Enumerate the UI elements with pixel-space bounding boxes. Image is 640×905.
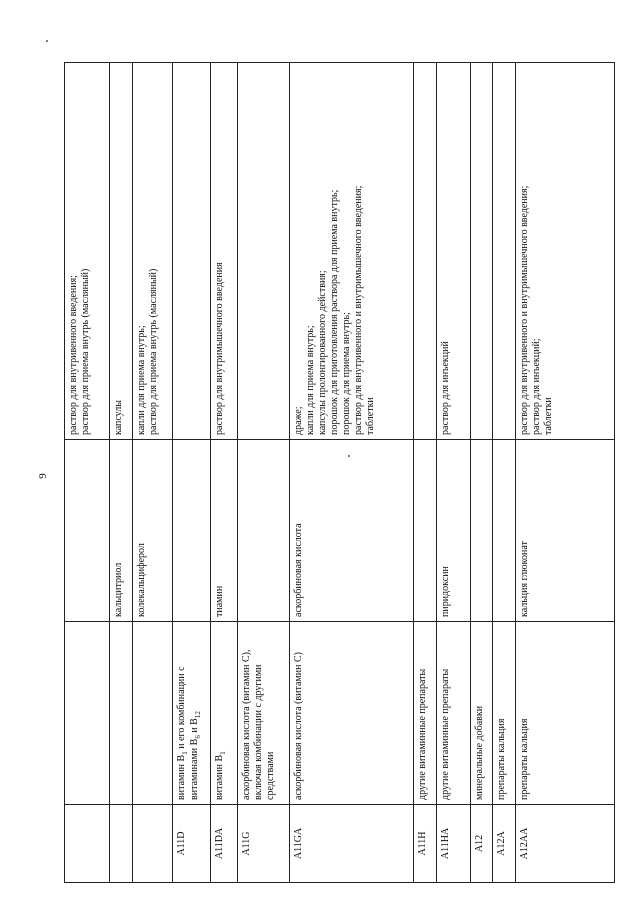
- dosage-forms-cell: [65, 63, 110, 440]
- drug-name-cell: [238, 440, 290, 622]
- group-name-cell: аскорбиновая кислота (витамин С): [290, 622, 414, 805]
- atc-code-cell: A12A: [493, 805, 516, 883]
- table-row: [516, 63, 615, 883]
- dosage-form: порошок для приема внутрь;: [341, 312, 352, 435]
- atc-code-cell: A11H: [414, 805, 437, 883]
- atc-code-cell: A11G: [238, 805, 290, 883]
- group-name-cell: [65, 622, 110, 805]
- drug-name-cell: [471, 440, 493, 622]
- dosage-form: порошок для приготовления раствора для приема внутрь;: [329, 189, 340, 435]
- group-name-cell: препараты кальция: [516, 622, 615, 805]
- atc-code-cell: [133, 805, 173, 883]
- drug-name-cell: кальцитриол: [110, 440, 133, 622]
- dosage-forms-cell: [211, 63, 238, 440]
- table-row: [471, 63, 493, 883]
- dosage-form: таблетки: [543, 397, 554, 435]
- dosage-forms-cell: [516, 63, 615, 440]
- table-row: [493, 63, 516, 883]
- dosage-forms-cell: [471, 63, 493, 440]
- atc-code-cell: A12: [471, 805, 493, 883]
- drug-name-cell: пиридоксин: [437, 440, 471, 622]
- dosage-form: капли для приема внутрь;: [305, 325, 316, 435]
- atc-code-cell: [65, 805, 110, 883]
- dosage-form: капсулы: [113, 400, 124, 435]
- table-row: [133, 63, 173, 883]
- atc-code-cell: A11GA: [290, 805, 414, 883]
- table-row: [414, 63, 437, 883]
- dosage-form: раствор для внутривенного введения;: [68, 275, 79, 435]
- dosage-form: раствор для внутримышечного введения: [214, 262, 225, 435]
- dosage-forms-cell: [238, 63, 290, 440]
- drug-name-cell: [65, 440, 110, 622]
- group-name-cell: витамин $B_1$ и его комбинации с витаминами $B_6$ и $B_{12}$: [173, 622, 211, 805]
- atc-code-cell: A11DA: [211, 805, 238, 883]
- dosage-forms-cell: [414, 63, 437, 440]
- table-row: [65, 63, 110, 883]
- drug-name-cell: [173, 440, 211, 622]
- dosage-forms-cell: [290, 63, 414, 440]
- drug-table: [64, 62, 615, 883]
- table-row: [238, 63, 290, 883]
- group-name-cell: витамин $B_1$: [211, 622, 238, 805]
- group-name-cell: [133, 622, 173, 805]
- dosage-form: раствор для приема внутрь (масляный): [80, 268, 91, 435]
- dosage-form: раствор для инъекций;: [531, 338, 542, 435]
- group-name-cell: другие витаминные препараты: [414, 622, 437, 805]
- table-row: [211, 63, 238, 883]
- dosage-form: драже;: [293, 406, 304, 435]
- dosage-forms-cell: [133, 63, 173, 440]
- atc-code-cell: A11D: [173, 805, 211, 883]
- table-row: [110, 63, 133, 883]
- dosage-form: раствор для приема внутрь (масляный): [148, 268, 159, 435]
- rotated-page-content: [64, 63, 614, 883]
- dosage-forms-cell: [437, 63, 471, 440]
- drug-name-cell: аскорбиновая кислота: [290, 440, 414, 622]
- table-row: [173, 63, 211, 883]
- dosage-forms-cell: [110, 63, 133, 440]
- atc-code-cell: A11HA: [437, 805, 471, 883]
- drug-name-cell: кальция глюконат: [516, 440, 615, 622]
- group-name-cell: препараты кальция: [493, 622, 516, 805]
- group-name-cell: другие витаминные препараты: [437, 622, 471, 805]
- page-number: 9: [36, 473, 49, 479]
- dosage-forms-cell: [493, 63, 516, 440]
- table-row: [290, 63, 414, 883]
- group-name-cell: минеральные добавки: [471, 622, 493, 805]
- speck: [46, 40, 48, 42]
- dosage-forms-cell: [173, 63, 211, 440]
- drug-name-cell: [493, 440, 516, 622]
- atc-code-cell: A12AA: [516, 805, 615, 883]
- drug-name-cell: [414, 440, 437, 622]
- drug-name-cell: колекальциферол: [133, 440, 173, 622]
- group-name-cell: аскорбиновая кислота (витамин С), включая комбинации с другими средствами: [238, 622, 290, 805]
- table-row: [437, 63, 471, 883]
- dosage-form: капсулы пролонгированного действия;: [317, 270, 328, 435]
- drug-name-cell: тиамин: [211, 440, 238, 622]
- dosage-form: раствор для внутривенного и внутримышечного введения;: [519, 185, 530, 435]
- dosage-form: капли для приема внутрь;: [136, 325, 147, 435]
- dosage-form: раствор для инъекций: [440, 341, 451, 435]
- dosage-form: таблетки: [365, 397, 376, 435]
- dosage-form: раствор для внутривенного и внутримышечного введения;: [353, 185, 364, 435]
- atc-code-cell: [110, 805, 133, 883]
- group-name-cell: [110, 622, 133, 805]
